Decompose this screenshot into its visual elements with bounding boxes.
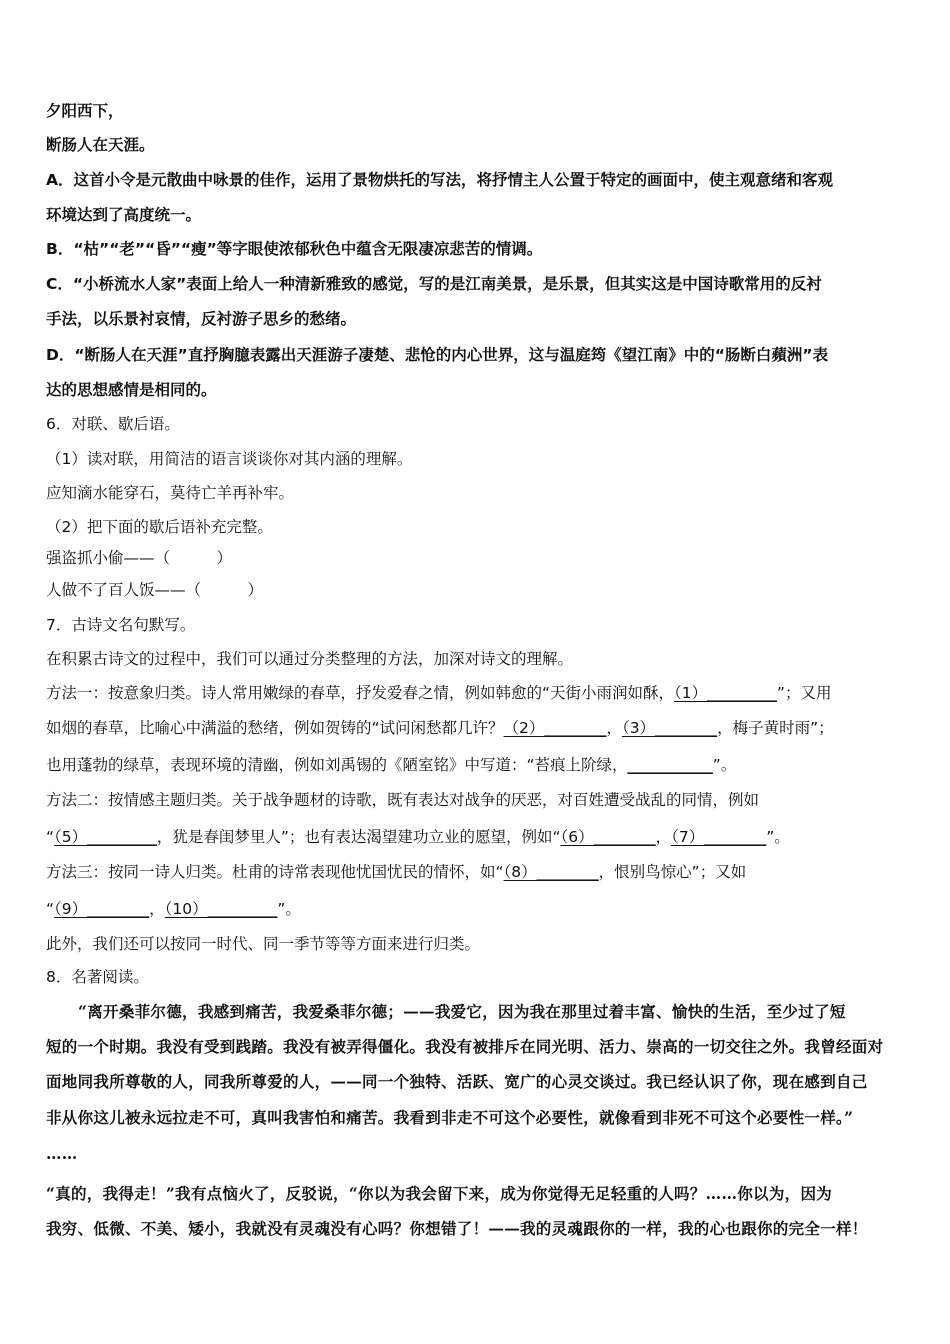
xiehouyu-2: 人做不了百人饭——（ ） — [46, 581, 264, 599]
option-d: D．“断肠人在天涯”直抒胸臆表露出天涯游子凄楚、悲怆的内心世界，这与温庭筠《望江南》中的“肠断白蘋洲”表 — [46, 346, 829, 364]
blank-4: ___________ — [627, 756, 713, 774]
method-1-line-2: 如烟的春草，比喻心中满溢的愁绪，例如贺铸的“试问闲愁都几许？（2）________，（3）________，梅子黄时雨”； — [46, 719, 834, 737]
method-3-line-2: “（9）________，（10）_________”。 — [46, 900, 301, 918]
method-1-line-3: 也用蓬勃的绿草，表现环境的清幽，例如刘禹锡的《陋室铭》中写道：“苔痕上阶绿，___________”。 — [46, 756, 737, 774]
passage-line: “离开桑菲尔德，我感到痛苦，我爱桑菲尔德；——我爱它，因为我在那里过着丰富、愉快的生活，至少过了短 — [78, 1002, 846, 1021]
question-7-title: 7．古诗文名句默写。 — [46, 616, 196, 634]
question-7-outro: 此外，我们还可以按同一时代、同一季节等等方面来进行归类。 — [46, 935, 481, 953]
question-6-title: 6．对联、歇后语。 — [46, 415, 180, 433]
option-c: C．“小桥流水人家”表面上给人一种清新雅致的感觉，写的是江南美景，是乐景，但其实这是中国诗歌常用的反衬 — [46, 275, 822, 293]
passage-line: 我穷、低微、不美、矮小，我就没有灵魂没有心吗？你想错了！——我的灵魂跟你的一样，我的心也跟你的完全一样！ — [46, 1219, 868, 1238]
method-2-line-1: 方法二：按情感主题归类。关于战争题材的诗歌，既有表达对战争的厌恶，对百姓遭受战乱的同情，例如 — [46, 791, 760, 809]
poem-line: 断肠人在天涯。 — [46, 136, 155, 154]
option-a-cont: 环境达到了高度统一。 — [46, 206, 202, 224]
passage-line: 非从你这儿被永远拉走不可，真叫我害怕和痛苦。我看到非走不可这个必要性，就像看到非死不可这个必要性一样。” — [46, 1108, 854, 1127]
method-2-line-2: “（5）_________，犹是春闺梦里人”；也有表达渴望建功立业的愿望，例如“（6）________，（7）________”。 — [46, 828, 790, 846]
option-b: B．“枯”“老”“昏”“瘦”等字眼使浓郁秋色中蕴含无限凄凉悲苦的情调。 — [46, 240, 543, 258]
method-3-line-1: 方法三：按同一诗人归类。杜甫的诗常表现他忧国忧民的情怀，如“（8）________，恨别鸟惊心”；又如 — [46, 863, 747, 881]
question-8-title: 8．名著阅读。 — [46, 968, 149, 986]
question-7-intro: 在积累古诗文的过程中，我们可以通过分类整理的方法，加深对诗文的理解。 — [46, 650, 574, 668]
blank-5: （5）_________ — [54, 828, 157, 846]
passage-line: 短的一个时期。我没有受到践踏。我没有被弄得僵化。我没有被排斥在同光明、活力、崇高的一切交往之外。我曾经面对 — [46, 1037, 884, 1056]
couplet: 应知滴水能穿石，莫待亡羊再补牢。 — [46, 484, 295, 502]
blank-6: （6）________ — [560, 828, 656, 846]
passage-ellipsis: …… — [46, 1144, 78, 1163]
blank-1: （1）_________ — [674, 684, 777, 702]
option-a: A．这首小令是元散曲中咏景的佳作，运用了景物烘托的写法，将抒情主人公置于特定的画面中，使主观意绪和客观 — [46, 171, 833, 189]
blank-7: （7）________ — [671, 828, 767, 846]
option-c-cont: 手法，以乐景衬哀情，反衬游子思乡的愁绪。 — [46, 310, 357, 328]
question-6-sub1: （1）读对联，用简洁的语言谈谈你对其内涵的理解。 — [46, 450, 413, 468]
passage-line: 面地同我所尊敬的人，同我所尊爱的人，——同一个独特、活跃、宽广的心灵交谈过。我已经认识了你，现在感到自己 — [46, 1072, 868, 1091]
passage-line: “真的，我得走！”我有点恼火了，反驳说，“你以为我会留下来，成为你觉得无足轻重的人吗？……你以为，因为 — [46, 1184, 833, 1203]
blank-9: （9）________ — [54, 900, 150, 918]
question-6-sub2: （2）把下面的歇后语补充完整。 — [46, 518, 273, 536]
blank-3: （3）________ — [621, 719, 718, 737]
blank-2: （2）________ — [503, 719, 607, 737]
xiehouyu-1: 强盗抓小偷——（ ） — [46, 549, 233, 567]
poem-line: 夕阳西下， — [46, 102, 124, 120]
option-d-cont: 达的思想感情是相同的。 — [46, 381, 217, 399]
method-1-line-1: 方法一：按意象归类。诗人常用嫩绿的春草，抒发爱春之情，例如韩愈的“天街小雨润如酥，（1）_________”；又用 — [46, 684, 832, 702]
blank-10: （10）_________ — [164, 900, 278, 918]
blank-8: （8）________ — [503, 863, 599, 881]
